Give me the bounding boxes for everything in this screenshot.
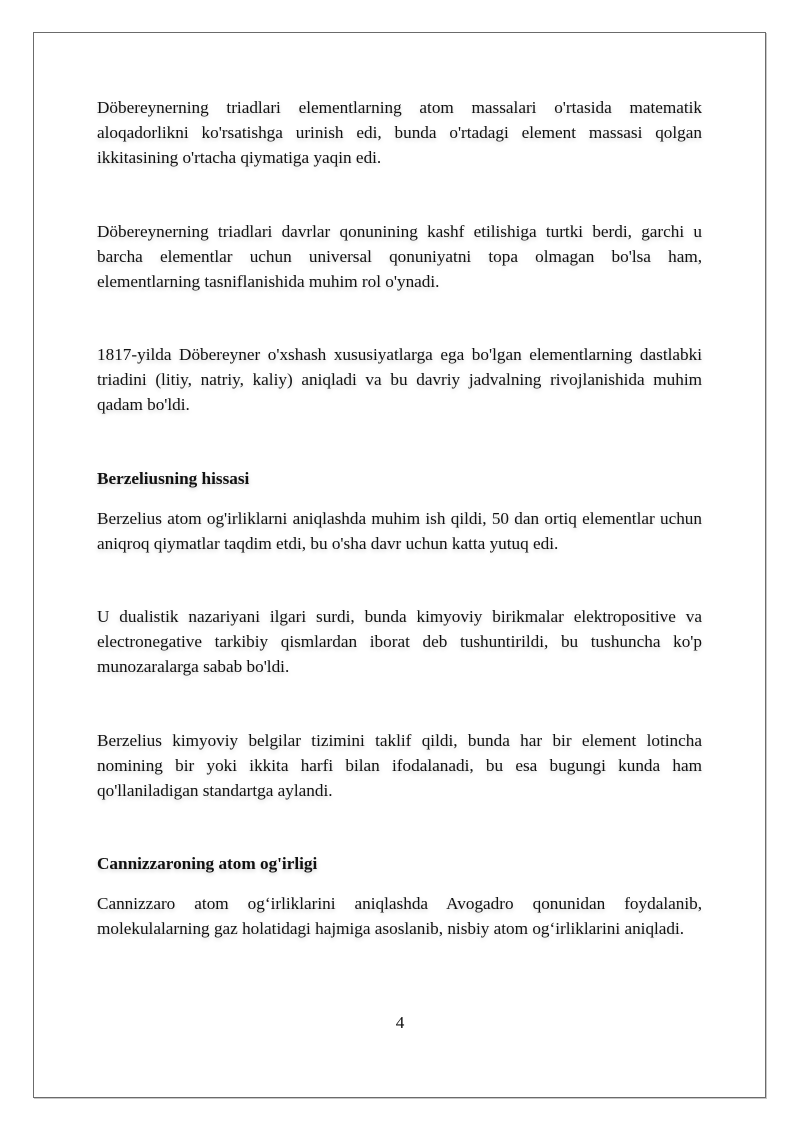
paragraph-cannizzaro: Cannizzaro atom og‘irliklarini aniqlashda Avogadro qonunidan foydalanib, molekulalarning gaz holatidagi hajmiga asoslanib, nisbiy atom og‘irliklarini aniqladi. [97,894,702,938]
paragraph-dobereiner-triads-definition: Döbereynerning triadlari elementlarning atom massalari o'rtasida matematik aloqadorlikni ko'rsatishga urinish edi, bunda o'rtadagi element massasi qolgan ikkitasining o'rtacha qiymatiga yaqin edi. [97,98,702,167]
paragraph-dobereiner-1817: 1817-yilda Döbereyner o'xshash xususiyatlarga ega bo'lgan elementlarning dastlabki triadini (litiy, natriy, kaliy) aniqladi va bu davriy jadvalning rivojlanishida muhim qadam bo'ldi. [97,345,702,414]
paragraph-berzelius-symbols: Berzelius kimyoviy belgilar tizimini taklif qildi, bunda har bir element lotincha nomining bir yoki ikkita harfi bilan ifodalanadi, bu esa bugungi kunda ham qo'llaniladigan standartga aylandi. [97,731,702,800]
heading-cannizzaro: Cannizzaroning atom og'irligi [97,854,318,873]
heading-berzelius: Berzeliusning hissasi [97,469,250,488]
paragraph-dobereiner-triads-impact: Döbereynerning triadlari davrlar qonunining kashf etilishiga turtki berdi, garchi u barcha elementlar uchun universal qonuniyatni topa olmagan bo'lsa ham, elementlarning tasniflanishida muhim rol o'ynadi. [97,222,702,291]
paragraph-berzelius-dualistic-theory: U dualistik nazariyani ilgari surdi, bunda kimyoviy birikmalar elektropositive va electronegative tarkibiy qismlardan iborat deb tushuntirildi, bu tushuncha ko'p munozaralarga sabab bo'ldi. [97,607,702,676]
paragraph-berzelius-atomic-weights: Berzelius atom og'irliklarni aniqlashda muhim ish qildi, 50 dan ortiq elementlar uchun aniqroq qiymatlar taqdim etdi, bu o'sha davr uchun katta yutuq edi. [97,509,702,553]
page-number: 4 [395,1013,405,1032]
